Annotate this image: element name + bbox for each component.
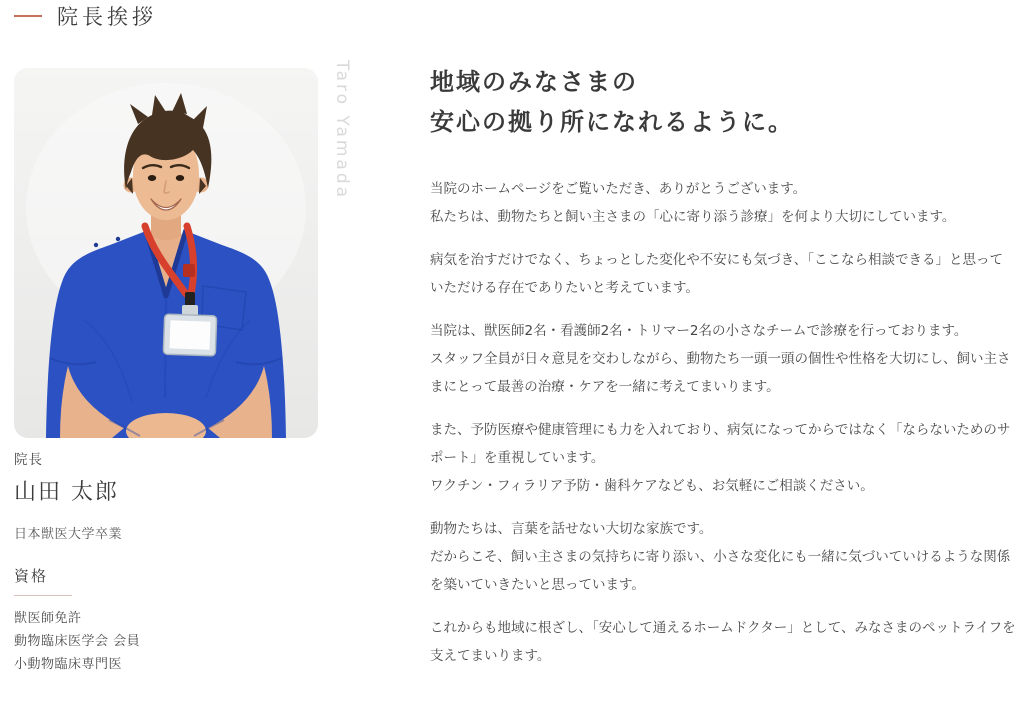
qualification-item: 動物臨床医学会 会員 — [14, 634, 141, 649]
qualification-item: 獣医師免許 — [14, 611, 82, 626]
greeting-heading-line: 地域のみなさまの — [430, 68, 638, 96]
director-photo — [14, 68, 318, 438]
heading-accent-line — [14, 15, 42, 17]
director-profile — [14, 448, 314, 676]
director-role-label: 院長 — [14, 452, 43, 468]
greeting-heading-line: 安心の拠り所になれるように。 — [430, 108, 794, 136]
director-education: 日本獣医大学卒業 — [14, 527, 123, 542]
section-header — [14, 1, 157, 31]
director-portrait-illustration — [14, 68, 318, 438]
greeting-paragraph: また、予防医療や健康管理にも力を入れており、病気になってからではなく「ならないためのサポート」を重視しています。 ワクチン・フィラリア予防・歯科ケアなども、お気軽にご相談ください。 — [430, 422, 1011, 494]
greeting-content — [430, 62, 1016, 685]
greeting-paragraph: 当院は、獣医師2名・看護師2名・トリマー2名の小さなチームで診療を行っております。 スタッフ全員が日々意見を交わしながら、動物たち一頭一頭の個性や性格を大切にし、飼い主さまにとって最善の治療・ケアを一緒に考えてまいります。 — [430, 323, 1011, 395]
greeting-paragraphs — [430, 175, 1016, 670]
director-name: 山田 太郎 — [14, 480, 119, 505]
director-name-english-vertical: Taro Yamada — [332, 60, 352, 201]
greeting-paragraph: 動物たちは、言葉を話せない大切な家族です。 だからこそ、飼い主さまの気持ちに寄り添い、小さな変化にも一緒に気づいていけるような関係を築いていきたいと思っています。 — [430, 521, 1011, 593]
qualifications-title: 資格 — [14, 565, 314, 596]
greeting-paragraph: これからも地域に根ざし、「安心して通えるホームドクター」として、みなさまのペットライフを支えてまいります。 — [430, 620, 1016, 664]
greeting-paragraph: 当院のホームページをご覧いただき、ありがとうございます。 私たちは、動物たちと飼い主さまの「心に寄り添う診療」を何より大切にしています。 — [430, 181, 956, 225]
greeting-paragraph: 病気を治すだけでなく、ちょっとした変化や不安にも気づき、「ここなら相談できる」と思っていただける存在でありたいと考えています。 — [430, 252, 1003, 296]
greeting-heading — [430, 62, 1016, 142]
qualification-item: 小動物臨床専門医 — [14, 657, 123, 672]
section-title: 院長挨拶 — [57, 5, 157, 29]
qualifications-list — [14, 607, 314, 676]
